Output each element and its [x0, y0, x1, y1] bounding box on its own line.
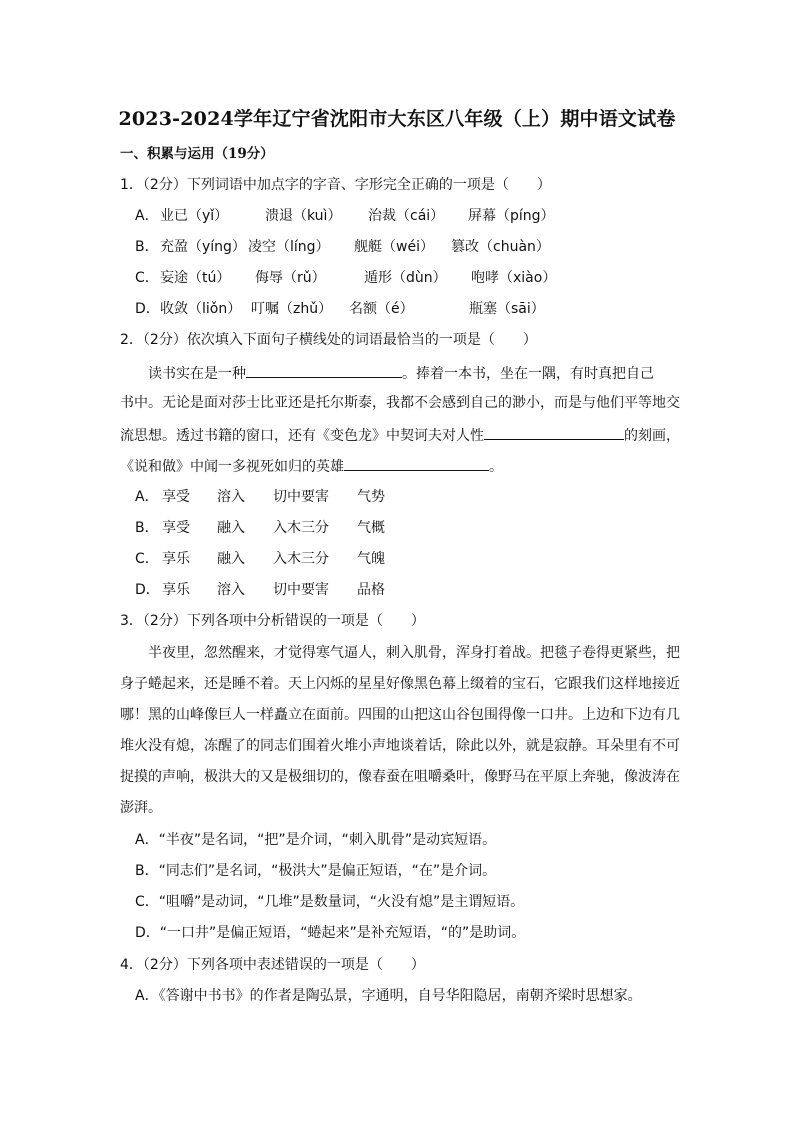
- option-item: 享乐: [162, 582, 190, 598]
- option-label: D．: [135, 301, 160, 317]
- option-label: C．: [135, 270, 159, 286]
- option-item: 溃退（kuì）: [265, 208, 342, 224]
- option-item: 入木三分: [273, 520, 329, 536]
- option-item: 业已（yǐ）: [160, 208, 229, 224]
- option-item: 侮辱（rǔ）: [255, 270, 326, 286]
- q2-passage-line: [148, 362, 654, 384]
- fill-blank: [246, 362, 402, 378]
- option-item: 凌空（líng）: [248, 239, 330, 255]
- passage-text: 读书实在是一种: [148, 366, 246, 382]
- passage-text: 流思想。透过书籍的窗口，还有《变色龙》中契诃夫对人性: [120, 428, 484, 444]
- option-label: B．: [135, 520, 159, 536]
- option-item: 入木三分: [273, 551, 329, 567]
- option-item: 融入: [217, 520, 245, 536]
- q3-option-b: B．“同志们”是名词，“极洪大”是偏正短语，“在”是介词。: [135, 863, 497, 879]
- fill-blank: [484, 424, 624, 440]
- option-item: 享受: [162, 489, 190, 505]
- section-heading: 一、积累与运用（19分）: [120, 146, 274, 162]
- option-item: 名额（é）: [349, 301, 414, 317]
- q3-option-a: A．“半夜”是名词，“把”是介词，“刺入肌骨”是动宾短语。: [135, 832, 497, 848]
- option-item: 咆哮（xiào）: [471, 270, 557, 286]
- q3-passage-line: 堆火没有熄，冻醒了的同志们围着火堆小声地谈着话，除此以外，就是寂静。耳朵里有不可: [120, 738, 680, 754]
- option-item: 享受: [162, 520, 190, 536]
- passage-text: 的刻画，: [624, 428, 680, 444]
- q2-passage-line: [120, 455, 503, 477]
- passage-text: 。: [489, 459, 503, 475]
- option-label: B．: [135, 239, 159, 255]
- q3-passage-line: 半夜里，忽然醒来，才觉得寒气逼人，刺入肌骨，浑身打着战。把毯子卷得更紧些，把: [148, 645, 680, 661]
- question-4-stem: 4．（2分）下列各项中表述错误的一项是（ ）: [120, 957, 425, 973]
- passage-text: 《说和做》中闻一多视死如归的英雄: [120, 459, 344, 475]
- q3-option-c: C．“咀嚼”是动词，“几堆”是数量词，“火没有熄”是主谓短语。: [135, 894, 525, 910]
- question-3-stem: 3．（2分）下列各项中分析错误的一项是（ ）: [120, 613, 425, 629]
- option-label: A．: [135, 208, 159, 224]
- option-item: 妄途（tú）: [160, 270, 231, 286]
- option-item: 品格: [357, 582, 385, 598]
- q3-option-d: D．“一口井”是偏正短语，“蜷起来”是补充短语，“的”是助词。: [135, 925, 526, 941]
- option-item: 充盈（yíng）: [160, 239, 246, 255]
- option-label: A．: [135, 489, 159, 505]
- question-2-stem: 2．（2分）依次填入下面句子横线处的词语最恰当的一项是（ ）: [120, 332, 537, 348]
- option-item: 遁形（dùn）: [364, 270, 447, 286]
- option-item: 气势: [357, 489, 385, 505]
- option-item: 切中要害: [273, 489, 329, 505]
- option-item: 收敛（liǒn）: [160, 301, 242, 317]
- q2-passage-line: 书中。无论是面对莎士比亚还是托尔斯泰，我都不会感到自己的渺小，而是与他们平等地交: [120, 395, 680, 411]
- option-item: 叮嘱（zhǔ）: [251, 301, 333, 317]
- option-item: 溶入: [217, 582, 245, 598]
- option-item: 屏幕（píng）: [468, 208, 555, 224]
- option-item: 融入: [217, 551, 245, 567]
- fill-blank: [344, 455, 489, 471]
- q3-passage-line: 哪！黑的山峰像巨人一样矗立在面前。四围的山把这山谷包围得像一口井。上边和下边有几: [120, 707, 680, 723]
- option-item: 治裁（cái）: [368, 208, 445, 224]
- page-title: 2023-2024学年辽宁省沈阳市大东区八年级（上）期中语文试卷: [118, 108, 676, 130]
- option-item: 瓶塞（sāi）: [469, 301, 545, 317]
- option-item: 气魄: [357, 551, 385, 567]
- option-item: 溶入: [217, 489, 245, 505]
- q2-passage-line: [120, 424, 680, 446]
- option-item: 气概: [357, 520, 385, 536]
- q3-passage-line: 身子蜷起来，还是睡不着。天上闪烁的星星好像黑色幕上缀着的宝石，它跟我们这样地接近: [120, 676, 680, 692]
- passage-text: 。捧着一本书，坐在一隅，有时真把自己: [402, 366, 654, 382]
- q3-passage-line: 澎湃。: [120, 800, 162, 816]
- q4-option-a: A．《答谢中书书》的作者是陶弘景，字通明，自号华阳隐居，南朝齐梁时思想家。: [135, 988, 642, 1004]
- option-item: 切中要害: [273, 582, 329, 598]
- option-label: C．: [135, 551, 159, 567]
- q3-passage-line: 捉摸的声响，极洪大的又是极细切的，像春蚕在咀嚼桑叶，像野马在平原上奔驰，像波涛在: [120, 769, 680, 785]
- option-item: 篡改（chuàn）: [451, 239, 550, 255]
- option-item: 享乐: [162, 551, 190, 567]
- option-label: D．: [135, 582, 160, 598]
- question-1-stem: 1．（2分）下列词语中加点字的字音、字形完全正确的一项是（ ）: [120, 177, 551, 193]
- option-item: 舰艇（wéi）: [354, 239, 434, 255]
